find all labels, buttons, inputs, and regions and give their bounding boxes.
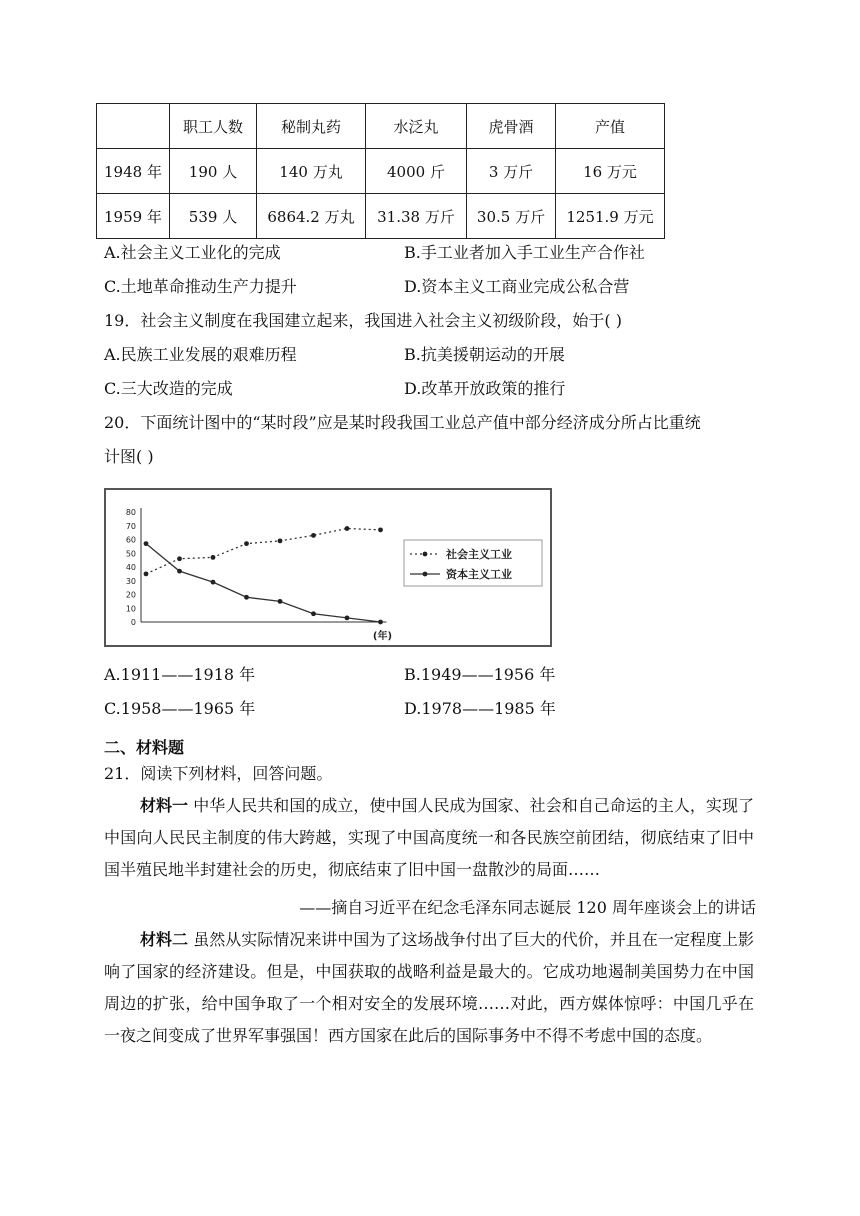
table-header-cell [97,104,170,149]
q19-option-b: B.抗美援朝运动的开展 [404,345,565,364]
material-two-label: 材料二 [140,930,189,949]
q19-option-c: C.三大改造的完成 [104,379,233,398]
legend-marker [423,552,428,557]
data-point [177,569,182,574]
table-cell: 30.5 万斤 [467,194,556,239]
legend-label: 资本主义工业 [446,568,512,581]
material-one-text: 中华人民共和国的成立，使中国人民成为国家、社会和自己命运的主人，实现了中国向人民民主制度的伟大跨越，实现了中国高度统一和各民族空前团结，彻底结束了旧中国半殖民地半封建社会的历史，彻底结束了旧中国一盘散沙的局面…… [104,796,754,879]
table-cell: 1948 年 [97,149,170,194]
q18-option-c: C.土地革命推动生产力提升 [104,277,297,296]
table-header-cell: 职工人数 [170,104,257,149]
table-cell: 1251.9 万元 [556,194,665,239]
table-cell: 1959 年 [97,194,170,239]
data-point [211,580,216,585]
data-table [96,103,665,239]
series-line-2 [146,544,381,622]
table-header-cell: 水泛丸 [366,104,467,149]
data-point [311,611,316,616]
q18-option-b: B.手工业者加入手工业生产合作社 [404,243,645,262]
y-tick-label: 40 [125,563,136,572]
y-tick-label: 30 [125,576,136,586]
legend-marker [423,572,428,577]
y-tick-label: 10 [125,604,136,614]
data-point [144,571,149,576]
table-row [97,149,665,194]
material-two-text: 虽然从实际情况来讲中国为了这场战争付出了巨大的代价，并且在一定程度上影响了国家的经济建设。但是，中国获取的战略利益是最大的。它成功地遏制美国势力在中国周边的扩张，给中国争取了一个相对安全的发展环境……对此，西方媒体惊呼：中国几乎在一夜之间变成了世界军事强国！西方国家在此后的国际事务中不得不考虑中国的态度。 [104,930,754,1045]
data-point [278,599,283,604]
table-cell: 31.38 万斤 [366,194,467,239]
data-point [144,541,149,546]
table-cell: 539 人 [170,194,257,239]
table-header-row [97,104,665,149]
section-title: 二、材料题 [104,738,185,757]
y-tick-label: 50 [125,549,136,559]
data-point [378,620,383,625]
q20-option-d: D.1978——1985 年 [404,699,556,718]
q20-option-b: B.1949——1956 年 [404,665,556,684]
chart-svg [106,490,550,645]
legend-label: 社会主义工业 [446,548,512,561]
x-axis-label: (年) [372,631,393,642]
data-point [244,541,249,546]
data-point [211,555,216,560]
data-point [378,527,383,532]
y-tick-label: 80 [125,508,136,517]
y-tick-label: 60 [125,535,136,545]
table-cell: 16 万元 [556,149,665,194]
q20-option-a: A.1911——1918 年 [104,665,256,684]
data-point [244,595,249,600]
q20-option-c: C.1958——1965 年 [104,699,256,718]
table-cell: 140 万丸 [257,149,366,194]
data-point [177,556,182,561]
table-cell: 4000 斤 [366,149,467,194]
q18-option-a: A.社会主义工业化的完成 [104,243,281,262]
material-one [104,790,754,886]
table-header-cell: 产值 [556,104,665,149]
q20-stem-line1: 20．下面统计图中的“某时段”应是某时段我国工业总产值中部分经济成分所占比重统 [104,413,701,432]
table-header-cell: 秘制丸药 [257,104,366,149]
data-point [345,615,350,620]
q18-option-d: D.资本主义工商业完成公私合营 [404,277,630,296]
data-point [311,533,316,538]
material-one-source: ——摘自习近平在纪念毛泽东同志诞辰 120 周年座谈会上的讲话 [299,898,756,917]
q19-stem: 19．社会主义制度在我国建立起来，我国进入社会主义初级阶段，始于( ) [104,311,622,330]
table-cell: 190 人 [170,149,257,194]
q19-option-d: D.改革开放政策的推行 [404,379,566,398]
q20-stem-line2: 计图( ) [104,447,154,466]
y-tick-label: 0 [130,618,136,627]
series-line-1 [146,529,381,574]
table-row [97,194,665,239]
y-tick-label: 70 [125,521,136,531]
industry-share-chart [104,488,552,647]
material-two [104,924,754,1052]
table-cell: 6864.2 万丸 [257,194,366,239]
data-point [345,526,350,531]
table-cell: 3 万斤 [467,149,556,194]
material-one-label: 材料一 [140,796,189,815]
data-point [278,538,283,543]
q19-option-a: A.民族工业发展的艰难历程 [104,345,297,364]
table-header-cell: 虎骨酒 [467,104,556,149]
y-tick-label: 20 [125,590,136,600]
q21-stem: 21．阅读下列材料，回答问题。 [104,764,333,783]
